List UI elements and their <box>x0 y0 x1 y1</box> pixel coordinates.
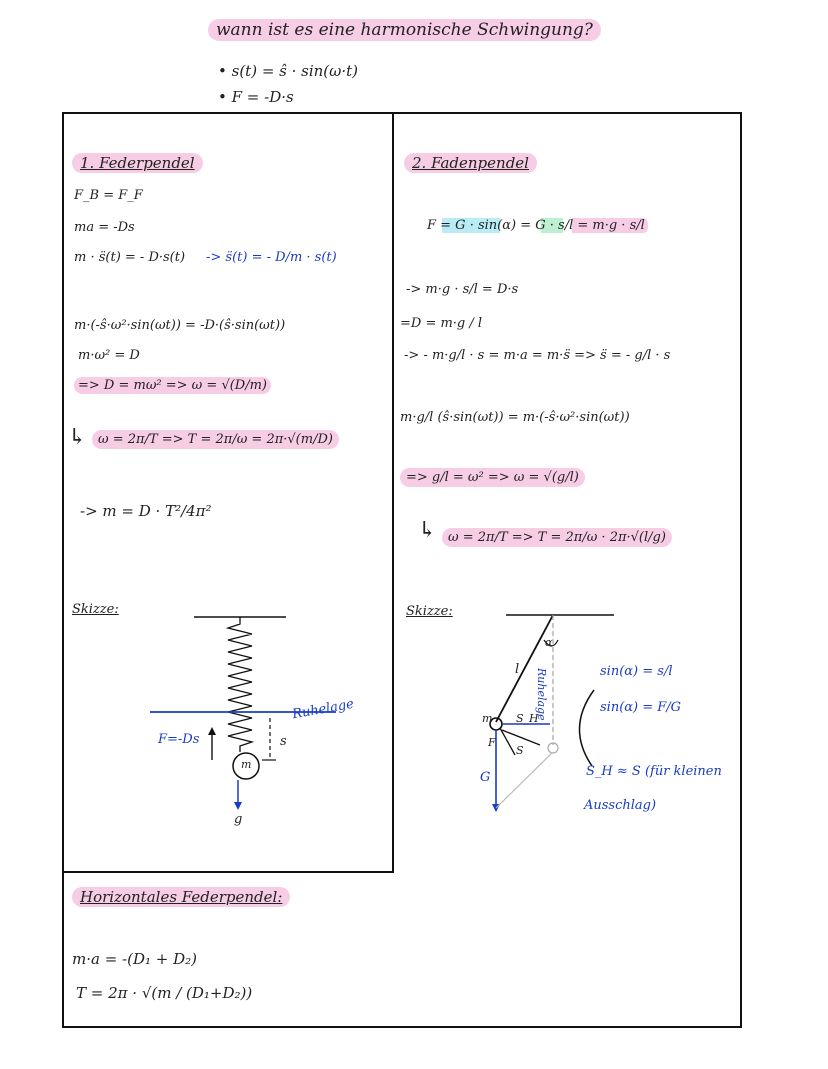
hz-line-1: m·a = -(D₁ + D₂) <box>72 950 197 968</box>
fp-line-5: m·ω² = D <box>78 348 140 363</box>
fd-g-label: G <box>480 770 491 785</box>
fd-line-7: ω = 2π/T => T = 2π/ω · 2π·√(l/g) <box>442 530 672 545</box>
fd-approx: S_H ≈ S (für kleinen <box>586 764 722 779</box>
fd-sin-line: sin(α) = s/l <box>600 664 673 679</box>
bracket <box>579 690 594 766</box>
fp-line-6: => D = mω² => ω = √(D/m) <box>74 378 271 393</box>
fp-g-label: g <box>234 812 243 827</box>
fd-sh-label: S_H <box>516 712 539 725</box>
fp-line-4: m·(-ŝ·ω²·sin(ωt)) = -D·(ŝ·sin(ωt)) <box>74 318 286 333</box>
fp-line-8: -> m = D · T²/4π² <box>80 502 212 520</box>
fp-line-7: ω = 2π/T => T = 2π/ω = 2π·√(m/D) <box>92 432 339 447</box>
fd-sketch-label: Skizze: <box>406 604 453 619</box>
fp-mass-label: m <box>241 758 252 771</box>
fd-s-label: S <box>516 744 524 757</box>
hz-line-2: T = 2π · √(m / (D₁+D₂)) <box>76 984 253 1002</box>
question-title: wann ist es eine harmonische Schwingung? <box>208 20 601 40</box>
fadenpendel-heading: 2. Fadenpendel <box>404 154 537 172</box>
fd-line-1: F = G · sin(α) = G · s/l = m·g · s/l <box>424 218 648 233</box>
fp-line-1: F_B = F_F <box>74 188 143 203</box>
arrow-hook: ↳ <box>68 425 87 450</box>
fp-force-label: F=-Ds <box>158 732 200 747</box>
force-triangle <box>496 752 553 808</box>
fd-m-label: m <box>482 712 493 725</box>
condition-1: • s(t) = ŝ · sin(ω·t) <box>218 62 359 80</box>
fp-sketch-label: Skizze: <box>72 602 119 617</box>
fd-sin-line-2: sin(α) = F/G <box>600 700 682 715</box>
federpendel-heading: 1. Federpendel <box>72 154 203 172</box>
fd-approx-2: Ausschlag) <box>584 798 657 813</box>
fp-s-label: s <box>280 734 287 749</box>
fp-line-3: m · s̈(t) = - D·s(t) <box>74 250 186 265</box>
fd-l-label: l <box>515 662 520 677</box>
fd-rest-label: Ruhelage <box>535 668 548 721</box>
fd-line-5: m·g/l (ŝ·sin(ωt)) = m·(-ŝ·ω²·sin(ωt)) <box>400 410 630 425</box>
fd-line-4: -> - m·g/l · s = m·a = m·s̈ => s̈ = - g/l · s <box>404 348 671 363</box>
fp-line-2: ma = -Ds <box>74 220 135 235</box>
fp-rest-label: Ruhelage <box>291 696 355 723</box>
horizontal-heading: Horizontales Federpendel: <box>72 888 290 906</box>
fd-line-2: -> m·g · s/l = D·s <box>406 282 519 297</box>
fd-f-label: F <box>488 736 496 749</box>
fp-result-blue: -> s̈(t) = - D/m · s(t) <box>206 250 337 265</box>
fd-line-6: => g/l = ω² => ω = √(g/l) <box>400 470 585 485</box>
arrow-hook-2: ↳ <box>418 518 437 543</box>
fd-line-3: =D = m·g / l <box>400 316 483 331</box>
condition-2: • F = -D·s <box>218 88 294 106</box>
fd-alpha-label: α <box>545 636 553 649</box>
